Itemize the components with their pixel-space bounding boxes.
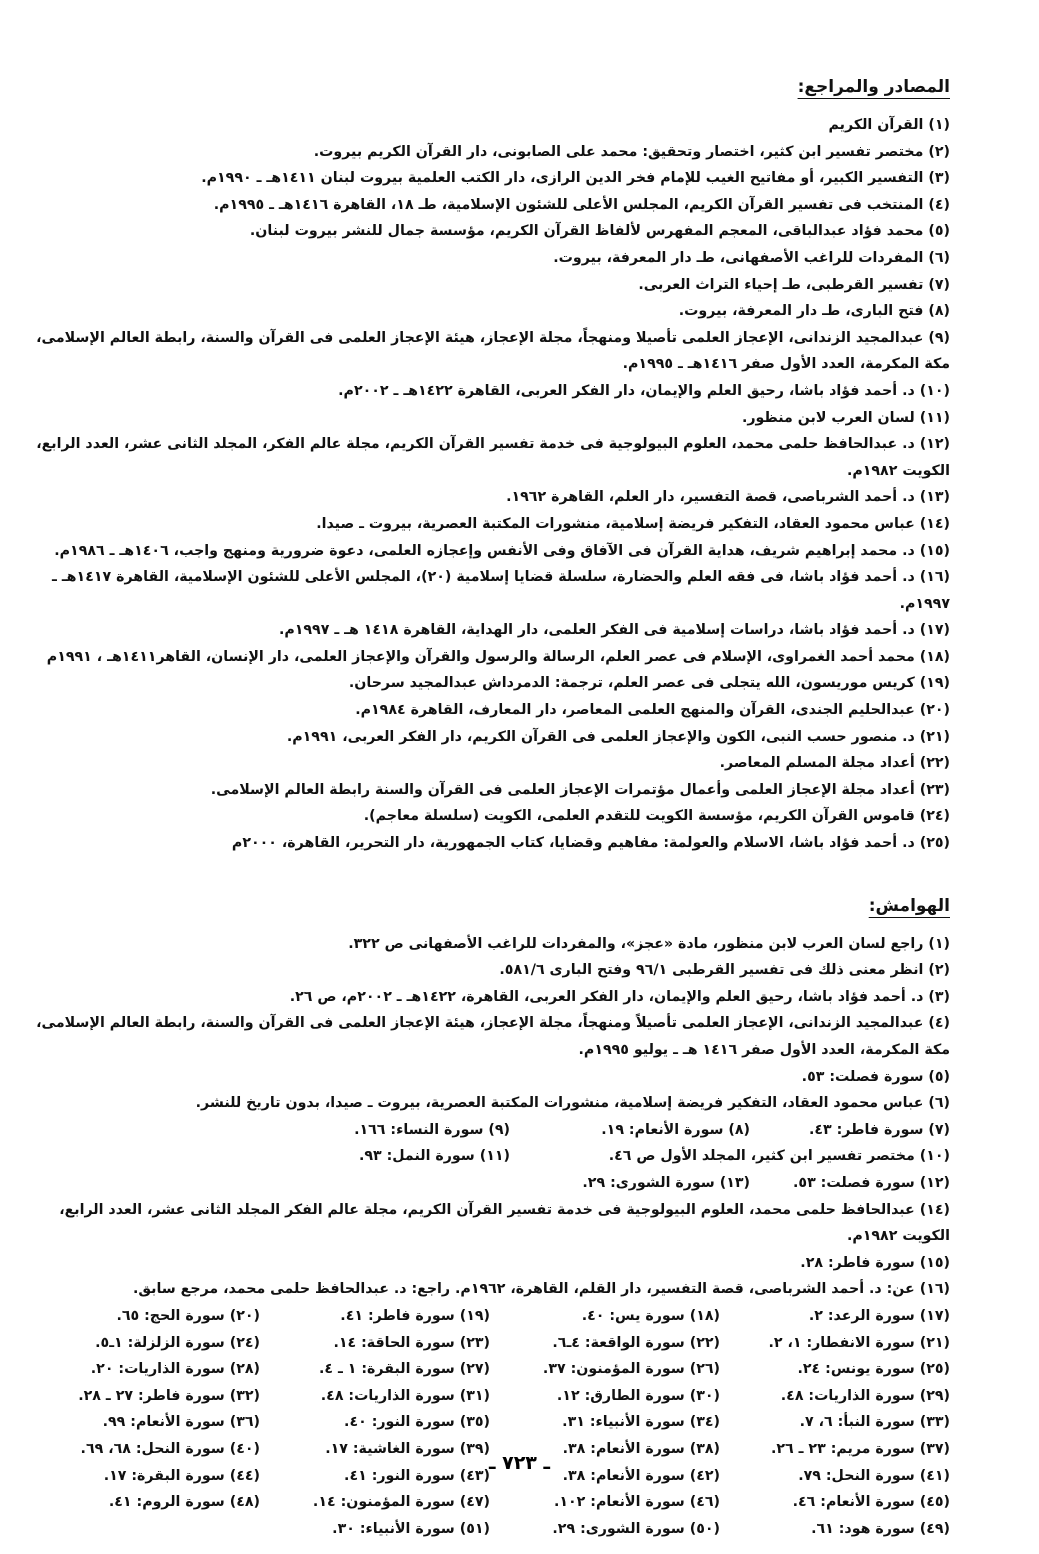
note-entry: (٢٥) سورة يونس: ٢٤. bbox=[797, 1361, 950, 1378]
note-entry: (٩) سورة النساء: ١٦٦. bbox=[354, 1121, 510, 1138]
note-entry: (٣٥) سورة النور: ٤٠. bbox=[344, 1414, 490, 1431]
source-entry: (٢٠) عبدالحليم الجندى، القرآن والمنهج العلمى المعاصر، دار المعارف، القاهرة ١٩٨٤م. bbox=[355, 702, 950, 719]
note-entry: (٢١) سورة الانفطار: ١، ٢. bbox=[768, 1334, 950, 1351]
note-entry: (١٩) سورة فاطر: ٤١. bbox=[340, 1307, 490, 1324]
note-entry: (٤) عبدالمجيد الزندانى، الإعجاز العلمى تأصيلاً ومنهجاً، مجلة الإعجاز، هيئة الإعجاز العلمى فى القرآن والسنة، رابطة العالم الإسلامى، مكة المكرمة، العدد الأول صفر ١٤١٦ هـ ـ يوليو ١٩٩٥م. bbox=[36, 1015, 950, 1058]
note-entry: (٢٧) سورة البقرة: ١ ـ ٤. bbox=[318, 1361, 490, 1378]
note-row bbox=[30, 1117, 950, 1144]
note-entry: (٣٨) سورة الأنعام: ٣٨. bbox=[562, 1440, 720, 1457]
note-entry: (١٠) مختصر تفسير ابن كثير، المجلد الأول ص ٤٦. bbox=[608, 1148, 950, 1165]
source-entry: (٢٣) أعداد مجلة الإعجاز العلمى وأعمال مؤتمرات الإعجاز العلمى فى القرآن والسنة رابطة العالم الإسلامى. bbox=[210, 781, 950, 798]
note-entry: (٢٦) سورة المؤمنون: ٣٧. bbox=[542, 1361, 720, 1378]
surah-references-grid bbox=[30, 1303, 950, 1542]
note-entry: (٣٢) سورة فاطر: ٢٧ ـ ٢٨. bbox=[78, 1387, 260, 1404]
note-entry: (٥) سورة فصلت: ٥٣. bbox=[801, 1068, 950, 1085]
note-entry: (٤٥) سورة الأنعام: ٤٦. bbox=[792, 1494, 950, 1511]
source-entry: (٢٢) أعداد مجلة المسلم المعاصر. bbox=[719, 755, 950, 772]
source-entry: (١٣) د. أحمد الشرباصى، قصة التفسير، دار العلم، القاهرة ١٩٦٢. bbox=[506, 489, 950, 506]
source-entry: (٣) التفسير الكبير، أو مفاتيح الغيب للإمام فخر الدين الرازى، دار الكتب العلمية بيروت لبنان ١٤١١هـ ـ ١٩٩٠م. bbox=[201, 170, 950, 187]
source-entry: (٩) عبدالمجيد الزندانى، الإعجاز العلمى تأصيلا ومنهجاً، مجلة الإعجاز، هيئة الإعجاز العلمى فى القرآن والسنة، رابطة العالم الإسلامى، مكة المكرمة، العدد الأول صفر ١٤١٦هـ ـ ١٩٩٥م. bbox=[36, 329, 950, 373]
source-entry: (٥) محمد فؤاد عبدالباقى، المعجم المفهرس لألفاظ القرآن الكريم، مؤسسة جمال للنشر بيروت لبنان. bbox=[249, 223, 950, 240]
note-entry: (٣٤) سورة الأنبياء: ٣١. bbox=[562, 1414, 720, 1431]
note-entry: (١٣) سورة الشورى: ٢٩. bbox=[582, 1174, 750, 1191]
note-row bbox=[30, 1143, 950, 1170]
notes-heading: الهوامش: bbox=[868, 895, 950, 916]
note-entry: (٦) عباس محمود العقاد، التفكير فريضة إسلامية، منشورات المكتبة العصرية، بيروت ـ صيدا، بدون تاريخ للنشر. bbox=[195, 1095, 950, 1112]
notes-list bbox=[30, 931, 950, 1543]
note-entry: (٣١) سورة الذاريات: ٤٨. bbox=[320, 1387, 490, 1404]
note-entry: (٨) سورة الأنعام: ١٩. bbox=[601, 1121, 750, 1138]
source-entry: (٦) المفردات للراغب الأصفهانى، طـ دار المعرفة، بيروت. bbox=[553, 249, 950, 266]
page-number: ـ ٧٢٣ ـ bbox=[488, 1452, 550, 1474]
note-entry: (٢) انظر معنى ذلك فى تفسير القرطبى ٩٦/١ وفتح البارى ٥٨١/٦. bbox=[499, 962, 950, 979]
note-entry: (٥٠) سورة الشورى: ٢٩. bbox=[552, 1520, 720, 1537]
source-entry: (١٥) د. محمد إبراهيم شريف، هداية القرآن فى الآفاق وفى الأنفس وإعجازه العلمى، دعوة ضرورية ومنهج واجب، ١٤٠٦هـ ـ ١٩٨٦م. bbox=[54, 542, 950, 559]
source-entry: (١٠) د. أحمد فؤاد باشا، رحيق العلم والإيمان، دار الفكر العربى، القاهرة ١٤٢٢هـ ـ ٢٠٠٢م. bbox=[338, 382, 950, 399]
source-entry: (١٧) د. أحمد فؤاد باشا، دراسات إسلامية فى الفكر العلمى، دار الهداية، القاهرة ١٤١٨ هـ ـ ١٩٩٧م. bbox=[278, 622, 950, 639]
document-page bbox=[30, 72, 950, 1542]
note-entry: (٣٧) سورة مريم: ٢٣ ـ ٢٦. bbox=[770, 1440, 950, 1457]
note-entry: (١) راجع لسان العرب لابن منظور، مادة «عجز»، والمفردات للراغب الأصفهانى ص ٣٢٢. bbox=[348, 935, 950, 952]
note-entry: (١٧) سورة الرعد: ٢. bbox=[808, 1307, 950, 1324]
note-entry: (٧) سورة فاطر: ٤٣. bbox=[808, 1121, 950, 1138]
note-entry: (٢٨) سورة الذاريات: ٢٠. bbox=[90, 1361, 260, 1378]
source-entry: (٨) فتح البارى، طـ دار المعرفة، بيروت. bbox=[678, 303, 950, 320]
source-entry: (٢١) د. منصور حسب النبى، الكون والإعجاز العلمى فى القرآن الكريم، دار الفكر العربى، ١٩٩١م. bbox=[286, 728, 950, 745]
note-entry: (٣) د. أحمد فؤاد باشا، رحيق العلم والإيمان، دار الفكر العربى، القاهرة، ١٤٢٢هـ ـ ٢٠٠٢م، ص ٢٦. bbox=[289, 988, 950, 1005]
note-entry: (١٥) سورة فاطر: ٢٨. bbox=[800, 1254, 950, 1271]
note-entry: (٣٦) سورة الأنعام: ٩٩. bbox=[102, 1414, 260, 1431]
source-entry: (٢) مختصر تفسير ابن كثير، اختصار وتحقيق: محمد على الصابونى، دار القرآن الكريم بيروت. bbox=[313, 143, 950, 160]
note-entry: (٢٠) سورة الحج: ٦٥. bbox=[116, 1307, 260, 1324]
note-entry: (٤٢) سورة الأنعام: ٣٨. bbox=[562, 1467, 720, 1484]
source-entry: (١١) لسان العرب لابن منظور. bbox=[741, 409, 950, 426]
source-entry: (١٦) د. أحمد فؤاد باشا، فى فقه العلم والحضارة، سلسلة قضايا إسلامية (٢٠)، المجلس الأعلى للشئون الإسلامية، القاهرة ١٤١٧هـ ـ ١٩٩٧م. bbox=[52, 569, 950, 612]
source-entry: (١) القرآن الكريم bbox=[828, 117, 950, 133]
source-entry: (٢٥) د. أحمد فؤاد باشا، الاسلام والعولمة: مفاهيم وقضايا، كتاب الجمهورية، دار التحرير، القاهرة، ٢٠٠٠م bbox=[231, 835, 950, 852]
note-entry: (٤٣) سورة النور: ٤١. bbox=[344, 1467, 490, 1484]
source-entry: (٧) تفسير القرطبى، طـ إحياء التراث العربى. bbox=[638, 276, 950, 293]
note-row bbox=[30, 1170, 950, 1197]
note-entry: (٢٣) سورة الحاقة: ١٤. bbox=[333, 1334, 490, 1351]
note-entry: (٣٠) سورة الطارق: ١٢. bbox=[556, 1387, 720, 1404]
source-entry: (٤) المنتخب فى تفسير القرآن الكريم، المجلس الأعلى للشئون الإسلامية، طـ ١٨، القاهرة ١٤١٦هـ ـ ١٩٩٥م. bbox=[213, 196, 950, 213]
source-entry: (١٨) محمد أحمد الغمراوى، الإسلام فى عصر العلم، الرسالة والرسول والقرآن والإعجاز العلمى، دار الإنسان، القاهر١٤١١هـ ، ١٩٩١م bbox=[46, 648, 950, 665]
sources-list bbox=[30, 112, 950, 857]
note-entry: (١٨) سورة يس: ٤٠. bbox=[581, 1307, 720, 1324]
note-entry: (١١) سورة النمل: ٩٣. bbox=[358, 1148, 510, 1165]
note-entry: (٤٨) سورة الروم: ٤١. bbox=[108, 1494, 260, 1511]
source-entry: (١٢) د. عبدالحافظ حلمى محمد، العلوم البيولوجية فى خدمة تفسير القرآن الكريم، مجلة عالم الفكر، المجلد الثانى عشر، العدد الرابع، الكويت ١٩٨٢م. bbox=[36, 436, 950, 479]
note-entry: (٢٩) سورة الذاريات: ٤٨. bbox=[780, 1387, 950, 1404]
note-entry: (٤٩) سورة هود: ٦١. bbox=[811, 1520, 950, 1537]
note-entry: (٢٢) سورة الواقعة: ٤ـ٦. bbox=[552, 1334, 720, 1351]
note-entry: (٢٤) سورة الزلزلة: ١ـ٥. bbox=[95, 1334, 260, 1351]
note-entry: (٣٣) سورة النبأ: ٦، ٧. bbox=[799, 1414, 950, 1431]
note-entry: (٤٧) سورة المؤمنون: ١٤. bbox=[312, 1494, 490, 1511]
note-entry: (١٤) عبدالحافظ حلمى محمد، العلوم البيولوجية فى خدمة تفسير القرآن الكريم، مجلة عالم الفكر المجلد الثانى عشر، العدد الرابع، الكويت ١٩٨٢م. bbox=[59, 1201, 950, 1245]
note-entry: (٤١) سورة النحل: ٧٩. bbox=[798, 1467, 950, 1484]
note-entry: (٤٠) سورة النحل: ٦٨، ٦٩. bbox=[80, 1440, 260, 1457]
sources-heading: المصادر والمراجع: bbox=[797, 77, 950, 97]
note-entry: (٤٦) سورة الأنعام: ١٠٢. bbox=[553, 1494, 720, 1511]
note-entry: (١٢) سورة فصلت: ٥٣. bbox=[793, 1174, 950, 1191]
note-entry: (٥١) سورة الأنبياء: ٣٠. bbox=[332, 1520, 490, 1537]
note-entry: (٣٩) سورة الغاشية: ١٧. bbox=[325, 1440, 490, 1457]
source-entry: (١٩) كريس موريسون، الله يتجلى فى عصر العلم، ترجمة: الدمرداش عبدالمجيد سرحان. bbox=[348, 675, 950, 692]
note-entry: (٤٤) سورة البقرة: ١٧. bbox=[103, 1467, 260, 1484]
source-entry: (١٤) عباس محمود العقاد، التفكير فريضة إسلامية، منشورات المكتبة العصرية، بيروت ـ صيدا. bbox=[316, 515, 950, 532]
source-entry: (٢٤) قاموس القرآن الكريم، مؤسسة الكويت للتقدم العلمى، الكويت (سلسلة معاجم). bbox=[363, 808, 950, 825]
note-entry: (١٦) عن: د. أحمد الشرباصى، قصة التفسير، دار القلم، القاهرة، ١٩٦٢م. راجع: د. عبدالحافظ حلمى محمد، مرجع سابق. bbox=[132, 1281, 950, 1298]
